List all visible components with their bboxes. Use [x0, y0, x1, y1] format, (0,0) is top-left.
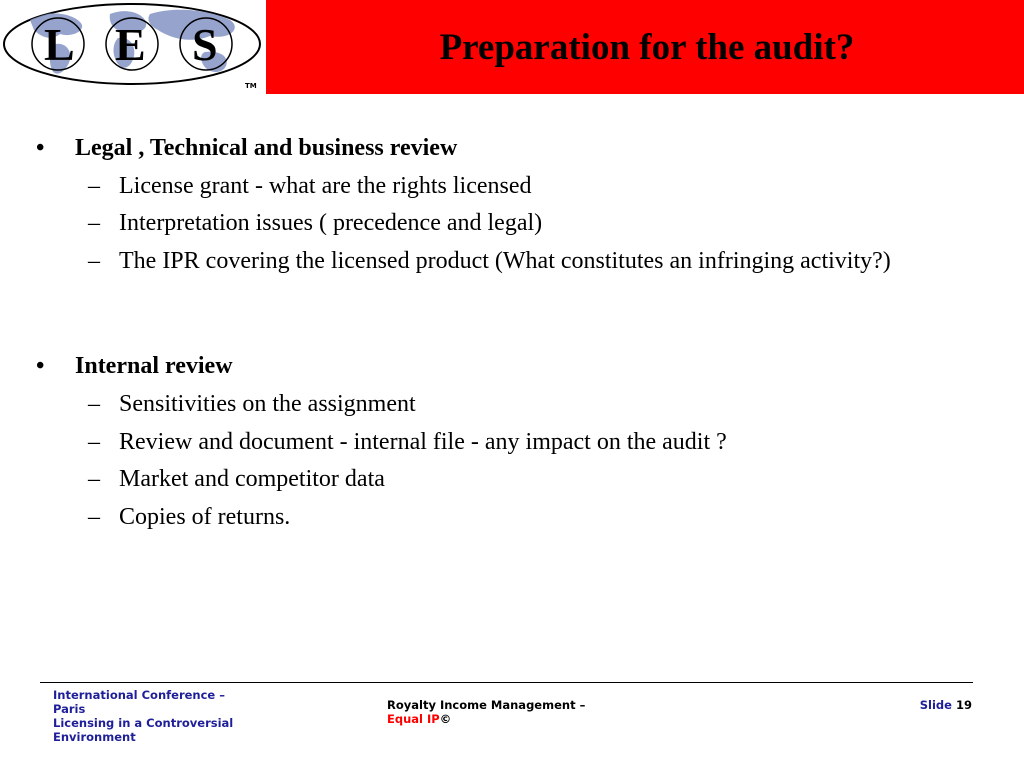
dash-icon: –	[88, 391, 100, 417]
list-item-text: Copies of returns.	[119, 504, 291, 530]
footer-divider	[40, 682, 973, 683]
slide-number	[860, 698, 972, 712]
dash-icon: –	[88, 504, 100, 530]
logo-letters	[32, 18, 232, 70]
copyright-icon: ©	[439, 712, 452, 726]
les-logo-graphic	[0, 0, 266, 94]
slide-header	[0, 0, 1024, 94]
slide-title: Preparation for the audit?	[439, 26, 855, 68]
footer-brand: Equal IP	[387, 712, 440, 726]
list-item-text: Interpretation issues ( precedence and legal)	[119, 210, 543, 236]
slide-number-value: 19	[955, 698, 972, 712]
trademark-mark: TM	[245, 82, 257, 90]
list-item-text: Market and competitor data	[119, 466, 385, 492]
bullet-icon: •	[36, 353, 45, 379]
list-item-text: License grant - what are the rights licensed	[119, 173, 532, 199]
footer-conference-line1: International Conference – Paris	[53, 688, 225, 716]
dash-icon: –	[88, 210, 100, 236]
footer-conference-line2: Licensing in a Controversial Environment	[53, 716, 234, 744]
bullet-icon: •	[36, 135, 45, 161]
slide-label: Slide	[919, 698, 952, 712]
footer-title-text: Royalty Income Management –	[387, 698, 586, 712]
section-heading-text: Legal , Technical and business review	[75, 135, 458, 161]
footer-title	[387, 698, 607, 726]
svg-text:S: S	[192, 19, 218, 70]
dash-icon: –	[88, 466, 100, 492]
dash-icon: –	[88, 173, 100, 199]
dash-icon: –	[88, 248, 100, 274]
list-item-text: Sensitivities on the assignment	[119, 391, 416, 417]
list-item-text: The IPR covering the licensed product (What constitutes an infringing activity?)	[119, 248, 891, 274]
section-heading-text: Internal review	[75, 353, 233, 379]
dash-icon: –	[88, 429, 100, 455]
les-logo	[0, 0, 266, 94]
svg-text:E: E	[115, 19, 146, 70]
footer-conference	[53, 688, 253, 744]
list-item-text: Review and document - internal file - any impact on the audit ?	[119, 429, 727, 455]
svg-text:L: L	[44, 19, 75, 70]
